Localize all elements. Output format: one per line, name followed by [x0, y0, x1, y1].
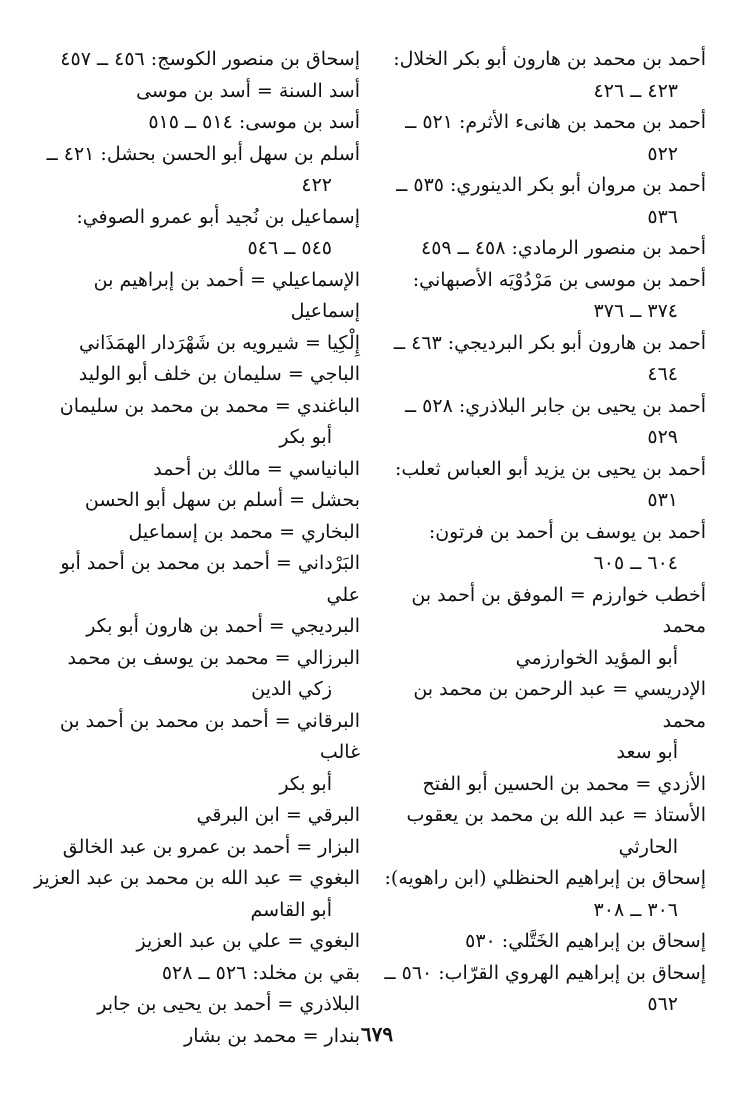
index-entry: [378, 800, 706, 863]
index-entry: [378, 44, 706, 107]
index-entry: [32, 706, 360, 801]
index-entry-text: أحمد بن موسى بن مَرْدُوْيَه الأصبهاني:: [412, 268, 706, 291]
index-entry: [378, 170, 706, 233]
index-entry: [32, 611, 360, 643]
index-entry-text: أسلم بن سهل أبو الحسن بحشل: ٤٢١ ــ: [46, 142, 360, 165]
index-entry: [378, 958, 706, 1021]
index-entry-text: الإسماعيلي = أحمد بن إبراهيم بن إسماعيل: [93, 268, 360, 322]
index-entry-continuation: ٥٢٢: [647, 142, 678, 165]
index-entry-text: الأستاذ = عبد الله بن محمد بن يعقوب: [406, 804, 706, 826]
index-entry-text: أحمد بن هارون أبو بكر البرديجي: ٤٦٣ ــ: [393, 331, 706, 354]
index-entry-text: البغوي = عبد الله بن محمد بن عبد العزيز: [34, 867, 360, 889]
index-entry: [32, 454, 360, 486]
index-entry: [32, 202, 360, 265]
index-entry-continuation: أبو القاسم: [250, 898, 332, 921]
index-entry: [378, 517, 706, 580]
index-entry-continuation: ٥٣٦: [647, 205, 678, 228]
right-column: [378, 44, 706, 1021]
index-entry-continuation: الحارثي: [618, 835, 678, 858]
index-entry-text: أخطب خوارزم = الموفق بن أحمد بن محمد: [411, 583, 706, 637]
index-entry: [378, 454, 706, 517]
index-entry-text: الأزدي = محمد بن الحسين أبو الفتح: [422, 772, 706, 795]
index-entry-text: إسحاق بن إبراهيم الحنظلي (ابن راهويه):: [384, 867, 706, 889]
index-entry-text: أحمد بن محمد بن هانىء الأثرم: ٥٢١ ــ: [405, 111, 706, 133]
index-entry-text: إسماعيل بن نُجيد أبو عمرو الصوفي:: [76, 205, 360, 228]
index-entry: [32, 958, 360, 990]
index-entry-text: البرديجي = أحمد بن هارون أبو بكر: [86, 615, 360, 637]
index-entry: [378, 580, 706, 675]
index-entry: [32, 76, 360, 108]
index-entry: [378, 107, 706, 170]
index-entry-continuation: أبو سعد: [616, 741, 678, 763]
index-entry-text: البرزالي = محمد بن يوسف بن محمد: [67, 646, 360, 669]
index-entry-text: إسحاق بن إبراهيم الخَتَّلي: ٥٣٠: [465, 930, 706, 952]
index-entry: [378, 265, 706, 328]
index-entry: [32, 548, 360, 611]
index-entry-text: إِلْكِيا = شيرويه بن شَهْرَدار الهمَذَاني: [78, 331, 360, 354]
index-entry-text: أحمد بن منصور الرمادي: ٤٥٨ ــ ٤٥٩: [421, 237, 706, 259]
index-entry: [32, 517, 360, 549]
index-entry-text: البلاذري = أحمد بن يحيى بن جابر: [97, 993, 360, 1015]
index-entry-continuation: ٣٠٦ ــ ٣٠٨: [593, 898, 678, 921]
index-entry-text: البخاري = محمد بن إسماعيل: [128, 520, 360, 543]
index-entry: [32, 265, 360, 328]
index-entry-text: البرقي = ابن البرقي: [196, 804, 360, 826]
index-entry-continuation: ٤٢٢: [301, 174, 332, 196]
index-entry-continuation: ٦٠٤ ــ ٦٠٥: [593, 552, 678, 574]
index-entry: [32, 643, 360, 706]
index-entry-text: البرقاني = أحمد بن محمد بن أحمد بن غالب: [59, 709, 360, 763]
index-entry-continuation: ٤٢٣ ــ ٤٢٦: [593, 79, 678, 102]
index-entry-continuation: أبو بكر: [279, 426, 332, 448]
index-entry-continuation: أبو المؤيد الخوارزمي: [515, 646, 678, 669]
index-entry-continuation: ٥٢٩: [647, 426, 678, 448]
index-entry: [32, 832, 360, 864]
index-entry-text: بقي بن مخلد: ٥٢٦ ــ ٥٢٨: [161, 961, 360, 984]
index-entry-text: بحشل = أسلم بن سهل أبو الحسن: [84, 489, 360, 511]
index-entry: [378, 328, 706, 391]
index-entry-text: إسحاق بن إبراهيم الهروي القرّاب: ٥٦٠ ــ: [384, 961, 706, 984]
index-entry: [32, 139, 360, 202]
index-entry: [32, 926, 360, 958]
index-entry: [32, 44, 360, 76]
index-entry-continuation: ٥٤٥ ــ ٥٤٦: [247, 237, 332, 259]
index-entry: [32, 485, 360, 517]
index-entry-continuation: ٣٧٤ ــ ٣٧٦: [593, 300, 678, 322]
index-entry-text: أحمد بن مروان أبو بكر الدينوري: ٥٣٥ ــ: [396, 174, 706, 196]
index-entry-continuation: أبو بكر: [279, 772, 332, 795]
index-entry: [32, 863, 360, 926]
index-entry-text: أحمد بن يحيى بن جابر البلاذري: ٥٢٨ ــ: [404, 394, 706, 417]
index-entry: [378, 674, 706, 769]
index-entry: [378, 769, 706, 801]
index-entry-continuation: ٥٦٢: [647, 993, 678, 1015]
index-entry-continuation: ٥٣١: [647, 489, 678, 511]
index-entry: [32, 391, 360, 454]
index-entry-text: الباجي = سليمان بن خلف أبو الوليد: [78, 363, 360, 385]
index-entry-text: البغوي = علي بن عبد العزيز: [136, 930, 360, 952]
index-entry-text: أسد بن موسى: ٥١٤ ــ ٥١٥: [148, 111, 360, 133]
index-entry: [32, 800, 360, 832]
index-entry-text: البزار = أحمد بن عمرو بن عبد الخالق: [62, 835, 360, 858]
index-entry: [378, 926, 706, 958]
index-entry-continuation: ٤٦٤: [647, 363, 678, 385]
index-entry: [32, 107, 360, 139]
index-entry-text: الباغندي = محمد بن محمد بن سليمان: [59, 394, 360, 417]
index-entry-text: البانياسي = مالك بن أحمد: [153, 457, 360, 480]
index-entry: [378, 863, 706, 926]
index-entry-text: البَرْداني = أحمد بن محمد بن أحمد أبو علي: [60, 552, 360, 606]
index-entry: [32, 989, 360, 1021]
index-entry: [378, 391, 706, 454]
index-entry-text: بندار = محمد بن بشار: [184, 1024, 360, 1047]
index-entry-text: الإدريسي = عبد الرحمن بن محمد بن محمد: [413, 678, 706, 732]
index-entry: [378, 233, 706, 265]
index-entry-text: أحمد بن يوسف بن أحمد بن فرتون:: [428, 520, 706, 543]
index-entry-text: أحمد بن يحيى بن يزيد أبو العباس ثعلب:: [394, 457, 706, 480]
index-entry-continuation: زكي الدين: [251, 678, 332, 700]
index-entry: [32, 359, 360, 391]
index-entry-text: أحمد بن محمد بن هارون أبو بكر الخلال:: [393, 48, 706, 70]
index-entry-text: إسحاق بن منصور الكوسج: ٤٥٦ ــ ٤٥٧: [60, 48, 360, 70]
left-column: [32, 44, 360, 1052]
index-entry-text: أسد السنة = أسد بن موسى: [136, 79, 360, 102]
index-entry: [32, 328, 360, 360]
page-number: ٦٧٩: [360, 1022, 394, 1046]
